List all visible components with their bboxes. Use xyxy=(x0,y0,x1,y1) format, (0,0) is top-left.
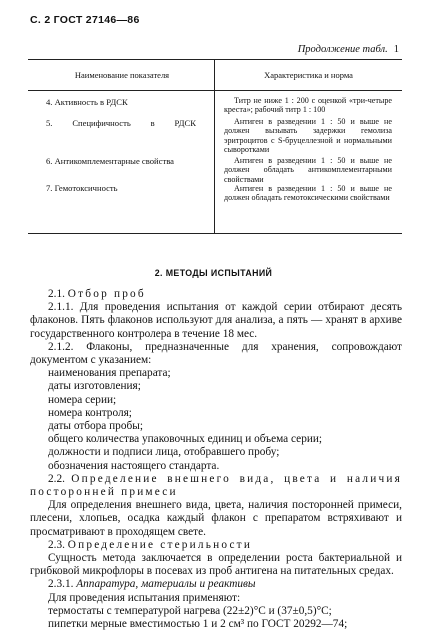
table-row-value: Антиген в разведении 1 : 50 и выше не должен обладать антикомплементарными свойствами xyxy=(224,156,392,184)
list-item: термостаты с температурой нагрева (22±2)°C и (37±0,5)°C; xyxy=(48,604,332,617)
table-row-value: Антиген в разведении 1 : 50 и выше не должен вызывать задержки гемолиза эритроцитов с S-бруцеллезной и нормальными сыворотками xyxy=(224,117,392,155)
subsection-number: 2.2. xyxy=(48,472,65,485)
paragraph: Для определения внешнего вида, цвета, наличия посторонней примеси, плесени, хлопьев, осадка каждый флакон с препаратом встряхивают и просматривают в проходящем свете. xyxy=(30,499,402,538)
section-title: 2. МЕТОДЫ ИСПЫТАНИЙ xyxy=(154,268,273,278)
paragraph: Сущность метода заключается в определении роста бактериальной и грибковой микрофлоры в посевах из проб антигена на питательных средах. xyxy=(30,552,402,578)
paragraph: 2.1.2. Флаконы, предназначенные для хранения, сопровождают документом с указанием: xyxy=(30,340,402,367)
table-row-value: Антиген в разведении 1 : 50 и выше не должен обладать гемотоксическими свойствами xyxy=(224,184,392,203)
table-header-value: Характеристика и норма xyxy=(264,70,353,80)
subsection-number: 2.3. xyxy=(48,538,65,551)
paragraph: 2.1.1. Для проведения испытания от каждой серии отбирают десять флаконов. Пять флаконов используют для анализа, а пять — хранят в архиве государственного контролера в течение 18 мес. xyxy=(30,301,402,340)
subsection-title: Определение внешнего вида, цвета и наличия посторонней примеси xyxy=(30,472,402,499)
list-item: номера серии; xyxy=(48,393,117,406)
page-header: С. 2 ГОСТ 27146—86 xyxy=(30,14,140,26)
list-item: даты отбора пробы; xyxy=(48,420,143,433)
subsection-heading-sampling xyxy=(30,288,402,301)
subsection-number: 2.3.1. xyxy=(48,578,74,591)
list-item: должности и подписи лица, отобравшего пробу; xyxy=(48,446,280,459)
list-item: номера контроля; xyxy=(48,406,132,419)
table-header-rule xyxy=(28,90,402,91)
continuation-number: 1 xyxy=(393,44,399,55)
table-row-name: 5. Специфичность в РДСК xyxy=(46,118,196,128)
subsection-heading-equipment xyxy=(30,578,402,591)
list-item: наименования препарата; xyxy=(48,367,171,380)
continuation-text: Продолжение табл. xyxy=(297,44,388,55)
list-item: пипетки мерные вместимостью 1 и 2 см³ по ГОСТ 20292—74; xyxy=(48,618,348,631)
subsection-title: Определение стерильности xyxy=(67,538,253,551)
subsection-number: 2.1. xyxy=(48,288,65,300)
subsection-title: Отбор проб xyxy=(67,288,146,300)
list-item: обозначения настоящего стандарта. xyxy=(48,459,220,472)
table-row-name: 4. Активность в РДСК xyxy=(46,97,128,107)
section-body xyxy=(30,288,402,631)
subsection-heading-sterility xyxy=(30,539,402,552)
table-bottom-rule xyxy=(28,233,402,234)
list-item: даты изготовления; xyxy=(48,380,141,393)
table-top-rule xyxy=(28,59,402,60)
list-item: общего количества упаковочных единиц и объема серии; xyxy=(48,433,323,446)
subsection-title: Аппаратура, материалы и реактивы xyxy=(76,578,256,591)
table-row-value: Титр не ниже 1 : 200 с оценкой «три-четыре креста»; рабочий титр 1 : 100 xyxy=(224,96,392,115)
table-row-name: 6. Антикомплементарные свойства xyxy=(46,156,174,166)
table-row-name: 7. Гемотоксичность xyxy=(46,183,118,193)
paragraph: Для проведения испытания применяют: xyxy=(48,591,241,604)
table-column-divider xyxy=(214,59,215,233)
subsection-heading-appearance xyxy=(30,473,402,499)
table-continuation-label xyxy=(298,44,399,55)
table-header-name: Наименование показателя xyxy=(74,70,170,80)
